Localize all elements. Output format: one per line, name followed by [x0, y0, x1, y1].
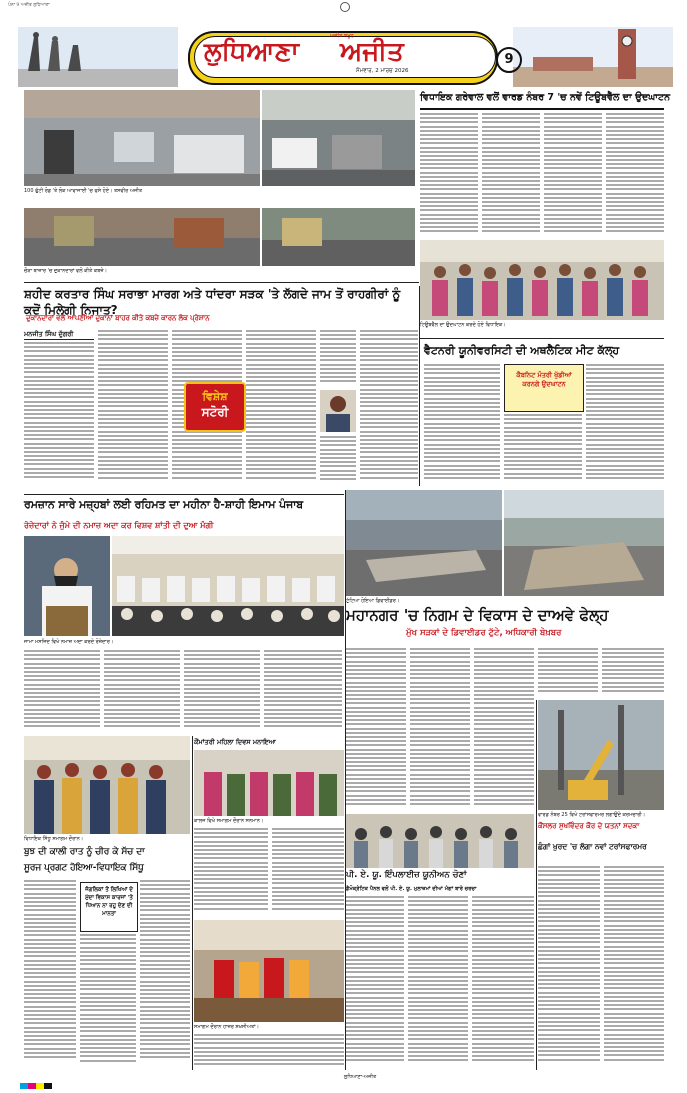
ward-col-1	[420, 113, 478, 239]
ward-col-2	[482, 113, 540, 239]
vet-col-2	[504, 414, 582, 486]
martyrs-statue-icon	[18, 27, 178, 87]
ramzan-col-4	[264, 650, 342, 734]
event-col	[194, 1034, 344, 1070]
registration-mark-icon	[340, 2, 350, 12]
sidhu-col-1	[24, 880, 76, 1070]
traffic-photo-1	[24, 90, 260, 186]
transformer-photo	[538, 700, 664, 810]
masthead-title: ਅਜੀਤ	[340, 37, 404, 67]
special-label-1: ਵਿਸ਼ੇਸ਼	[202, 390, 228, 403]
sidhu-col-2	[80, 934, 136, 1070]
sarabha-byline: ਮਨਜੀਤ ਸਿੰਘ ਦੁੱਗਰੀ	[24, 330, 94, 340]
section-rule	[24, 494, 344, 495]
column-rule	[536, 700, 537, 1070]
hospital-col-2	[604, 866, 664, 1074]
ramzan-caption: ਜਾਮਾ ਮਸਜਿਦ ਵਿਖੇ ਨਮਾਜ਼ ਅਦਾ ਕਰਦੇ ਰੋਜ਼ੇਦਾਰ।	[24, 639, 114, 645]
corp-col-1	[346, 648, 406, 812]
masthead	[18, 27, 673, 87]
corp-col-5	[602, 648, 664, 696]
sarabha-col-5a	[320, 330, 356, 388]
traffic-photo-2	[262, 90, 415, 186]
column-rule	[419, 286, 420, 486]
portrait-photo	[320, 390, 356, 432]
ramzan-col-1	[24, 650, 100, 734]
transformer-caption: ਵਾਰਡ ਨੰਬਰ 25 ਵਿਖੇ ਟਰਾਂਸਫਾਰਮਰ ਲਗਾਉਂਦੇ ਕਰਮਚਾਰੀ।	[538, 812, 646, 818]
masthead-date: ਸੋਮਵਾਰ, 2 ਮਾਰਚ 2026	[356, 68, 409, 74]
divider-photo-1	[346, 490, 502, 596]
sarabha-col-1	[24, 342, 94, 484]
special-story-badge	[184, 382, 246, 432]
page-number: 9	[496, 47, 522, 73]
masthead-tagline: ਅਜੀਤ ਸਮੂਹ	[330, 33, 354, 39]
ward-col-3	[544, 113, 602, 239]
hospital-subhead: ਛੰਗਾਂ ਖੁਰਦ 'ਚ ਲੱਗਾ ਨਵਾਂ ਟਰਾਂਸਫਾਰਮਰ	[538, 842, 647, 851]
ramzan-col-3	[184, 650, 260, 734]
column-rule	[345, 490, 346, 1070]
encroachment-photo-1	[24, 208, 260, 266]
print-strip: ਪੰਨਾ 9 ਅਜੀਤ ਲੁਧਿਆਣਾ	[8, 3, 50, 8]
sarabha-col-2	[98, 330, 168, 484]
sidhu-photo	[24, 736, 190, 834]
page-footer: ਲੁਧਿਆਣਾ-ਅਜੀਤ	[343, 1074, 377, 1080]
ward-headline-box	[420, 90, 671, 110]
vet-col-1	[424, 364, 500, 486]
hospital-col-1	[538, 866, 600, 1074]
sarabha-col-6	[360, 330, 418, 484]
prayers-photo	[112, 536, 344, 636]
pau-photo	[346, 814, 534, 868]
ward-group-photo	[420, 240, 664, 320]
ward-caption: ਟਿਊਬਵੈੱਲ ਦਾ ਉਦਘਾਟਨ ਕਰਦੇ ਹੋਏ ਵਿਧਾਇਕ।	[420, 322, 506, 328]
color-bar	[20, 1074, 80, 1080]
masthead-city: ਲੁਧਿਆਣਾ	[204, 37, 299, 67]
section-rule	[24, 282, 419, 283]
pau-headline: ਪੀ. ਏ. ਯੂ. ਇੰਪਲਾਈਜ਼ ਯੂਨੀਅਨ ਚੋਣਾਂ	[346, 870, 467, 880]
hospital-headline: ਕੌਂਸਲਰ ਸੁਖਵਿੰਦਰ ਕੌਰ ਦੇ ਯਤਨਾਂ ਸਦਕਾ	[538, 822, 640, 830]
pau-col-3	[472, 896, 534, 1070]
sarabha-headline: ਸ਼ਹੀਦ ਕਰਤਾਰ ਸਿੰਘ ਸਰਾਭਾ ਮਾਰਗ ਅਤੇ ਧਾਂਦਰਾ ਸੜਕ 'ਤੇ ਲੱਗਦੇ ਜਾਮ ਤੋਂ ਰਾਹਗੀਰਾਂ ਨੂੰ ਕਦੋਂ ਮਿਲੇਗੀ ਨਿਜਾਤ?	[24, 287, 401, 317]
sarabha-col-5b	[320, 436, 356, 484]
event-photo	[194, 920, 344, 1022]
sidhu-headline-1: ਬੁਝ ਦੀ ਕਾਲੀ ਰਾਤ ਨੂੰ ਚੀਰ ਕੇ ਸੱਚ ਦਾ	[24, 847, 145, 857]
ward-headline: ਵਿਧਾਇਕ ਗਰੇਵਾਲ ਵਲੋਂ ਵਾਰਡ ਨੰਬਰ 7 'ਚ ਨਵੇਂ ਟਿਊਬਵੈੱਲ ਦਾ ਉਦਘਾਟਨ	[420, 92, 671, 103]
vet-headline: ਵੈਟਨਰੀ ਯੂਨੀਵਰਸਿਟੀ ਦੀ ਅਥਲੈਟਿਕ ਮੀਟ ਕੱਲ੍ਹ	[424, 344, 620, 357]
vet-box-text: ਕੈਬਨਿਟ ਮੰਤਰੀ ਖੁੱਡੀਆਂ ਕਰਨਗੇ ਉਦਘਾਟਨ	[516, 371, 572, 388]
event-caption: ਸਮਾਗਮ ਦੌਰਾਨ ਹਾਜ਼ਰ ਸ਼ਖ਼ਸੀਅਤਾਂ।	[194, 1024, 260, 1030]
clock-tower-icon	[513, 27, 673, 87]
ward-col-4	[606, 113, 664, 239]
sarabha-subhead: ਦੁਕਾਨਦਾਰਾਂ ਵਲੋਂ ਆਪਣੀਆਂ ਦੁਕਾਨਾਂ ਬਾਹਰ ਕੀਤੇ ਕਬਜ਼ੇ ਕਾਰਨ ਲੋਕ ਪ੍ਰੇਸ਼ਾਨ	[26, 314, 210, 322]
college-headline: ਕੌਂਮਾਂਤਰੀ ਮਹਿਲਾ ਦਿਵਸ ਮਨਾਇਆ	[194, 738, 276, 746]
corp-col-4	[538, 648, 598, 696]
vet-col-3	[586, 364, 664, 486]
column-rule	[192, 736, 193, 1070]
corp-col-3	[474, 648, 534, 812]
corp-col-2	[410, 648, 470, 812]
college-col-2	[272, 828, 344, 916]
sarabha-col-4	[246, 330, 316, 484]
encroachment-photo-2	[262, 208, 415, 266]
college-col-1	[194, 828, 268, 916]
corp-headline: ਮਹਾਨਗਰ 'ਚ ਨਿਗਮ ਦੇ ਵਿਕਾਸ ਦੇ ਦਾਅਵੇ ਫੇਲ੍ਹ	[346, 606, 609, 624]
pau-col-1	[346, 896, 404, 1070]
ramzan-col-2	[104, 650, 180, 734]
ad-box	[80, 882, 138, 932]
top-photo-caption: 100 ਫੁੱਟੀ ਰੋਡ 'ਤੇ ਲੋਕ ਆਵਾਜਾਈ 'ਚ ਫਸੇ ਹੋਏ। ਤਸਵੀਰ ਅਜੀਤ	[24, 188, 143, 194]
section-rule	[420, 338, 664, 339]
college-caption: ਕਾਲਜ ਵਿਖੇ ਸਮਾਗਮ ਦੌਰਾਨ ਸਨਮਾਨ।	[194, 818, 264, 824]
corp-subhead: ਮੁੱਖ ਸੜਕਾਂ ਦੇ ਡਿਵਾਈਡਰ ਟੁੱਟੇ, ਅਧਿਕਾਰੀ ਬੇਖ਼ਬਰ	[406, 628, 562, 638]
corp-photo-caption: ਟੁੱਟਿਆ ਹੋਇਆ ਡਿਵਾਈਡਰ।	[346, 598, 400, 604]
ad-box-text: ਜੰਗਲਿਕਾਂ ਤੋਂ ਲਿਖਿਆਂ ਦੇ ਮੁੱਦਾ ਵਿਕਾਸ ਕਾਰਜਾਂ 'ਤੇ ਧਿਆਨ ਨਾ ਰਹੂ ਦੇਣ ਦੀ ਮਾਨਤਾ	[85, 887, 133, 917]
divider-photo-2	[504, 490, 664, 596]
encroachment-caption: ਚੌੜਾ ਬਾਜ਼ਾਰ 'ਚ ਦੁਕਾਨਦਾਰਾਂ ਵਲੋਂ ਕੀਤੇ ਕਬਜ਼ੇ।	[24, 268, 108, 274]
college-photo	[194, 750, 344, 816]
ramzan-headline: ਰਮਜ਼ਾਨ ਸਾਰੇ ਮਜ਼੍ਹਬਾਂ ਲਈ ਰਹਿਮਤ ਦਾ ਮਹੀਨਾ ਹੈ-ਸ਼ਾਹੀ ਇਮਾਮ ਪੰਜਾਬ	[24, 498, 304, 511]
sidhu-col-3	[140, 880, 190, 1070]
special-label-2: ਸਟੋਰੀ	[201, 405, 229, 419]
sidhu-caption: ਵਿਧਾਇਕ ਸਿੱਧੂ ਸਮਾਗਮ ਦੌਰਾਨ।	[24, 836, 84, 842]
ramzan-subhead: ਰੋਜ਼ੇਦਾਰਾਂ ਨੇ ਜੁੰਮੇ ਦੀ ਨਮਾਜ਼ ਅਦਾ ਕਰ ਵਿਸ਼ਵ ਸ਼ਾਂਤੀ ਦੀ ਦੁਆ ਮੰਗੀ	[24, 521, 214, 530]
sidhu-headline-2: ਸੂਰਜ ਪ੍ਰਗਟ ਹੋਇਆ-ਵਿਧਾਇਕ ਸਿੱਧੂ	[24, 863, 144, 873]
imam-photo	[24, 536, 110, 636]
pau-subhead: ਡੈਮੋਕ੍ਰੇਟਿਕ ਪੈਨਲ ਵਲੋਂ ਪੀ. ਏ. ਯੂ. ਮੁਲਾਜ਼ਮਾਂ ਦੀਆਂ ਮੰਗਾਂ ਬਾਰੇ ਚਰਚਾ	[346, 886, 477, 892]
vet-boxout	[504, 364, 584, 412]
pau-col-2	[408, 896, 468, 1070]
